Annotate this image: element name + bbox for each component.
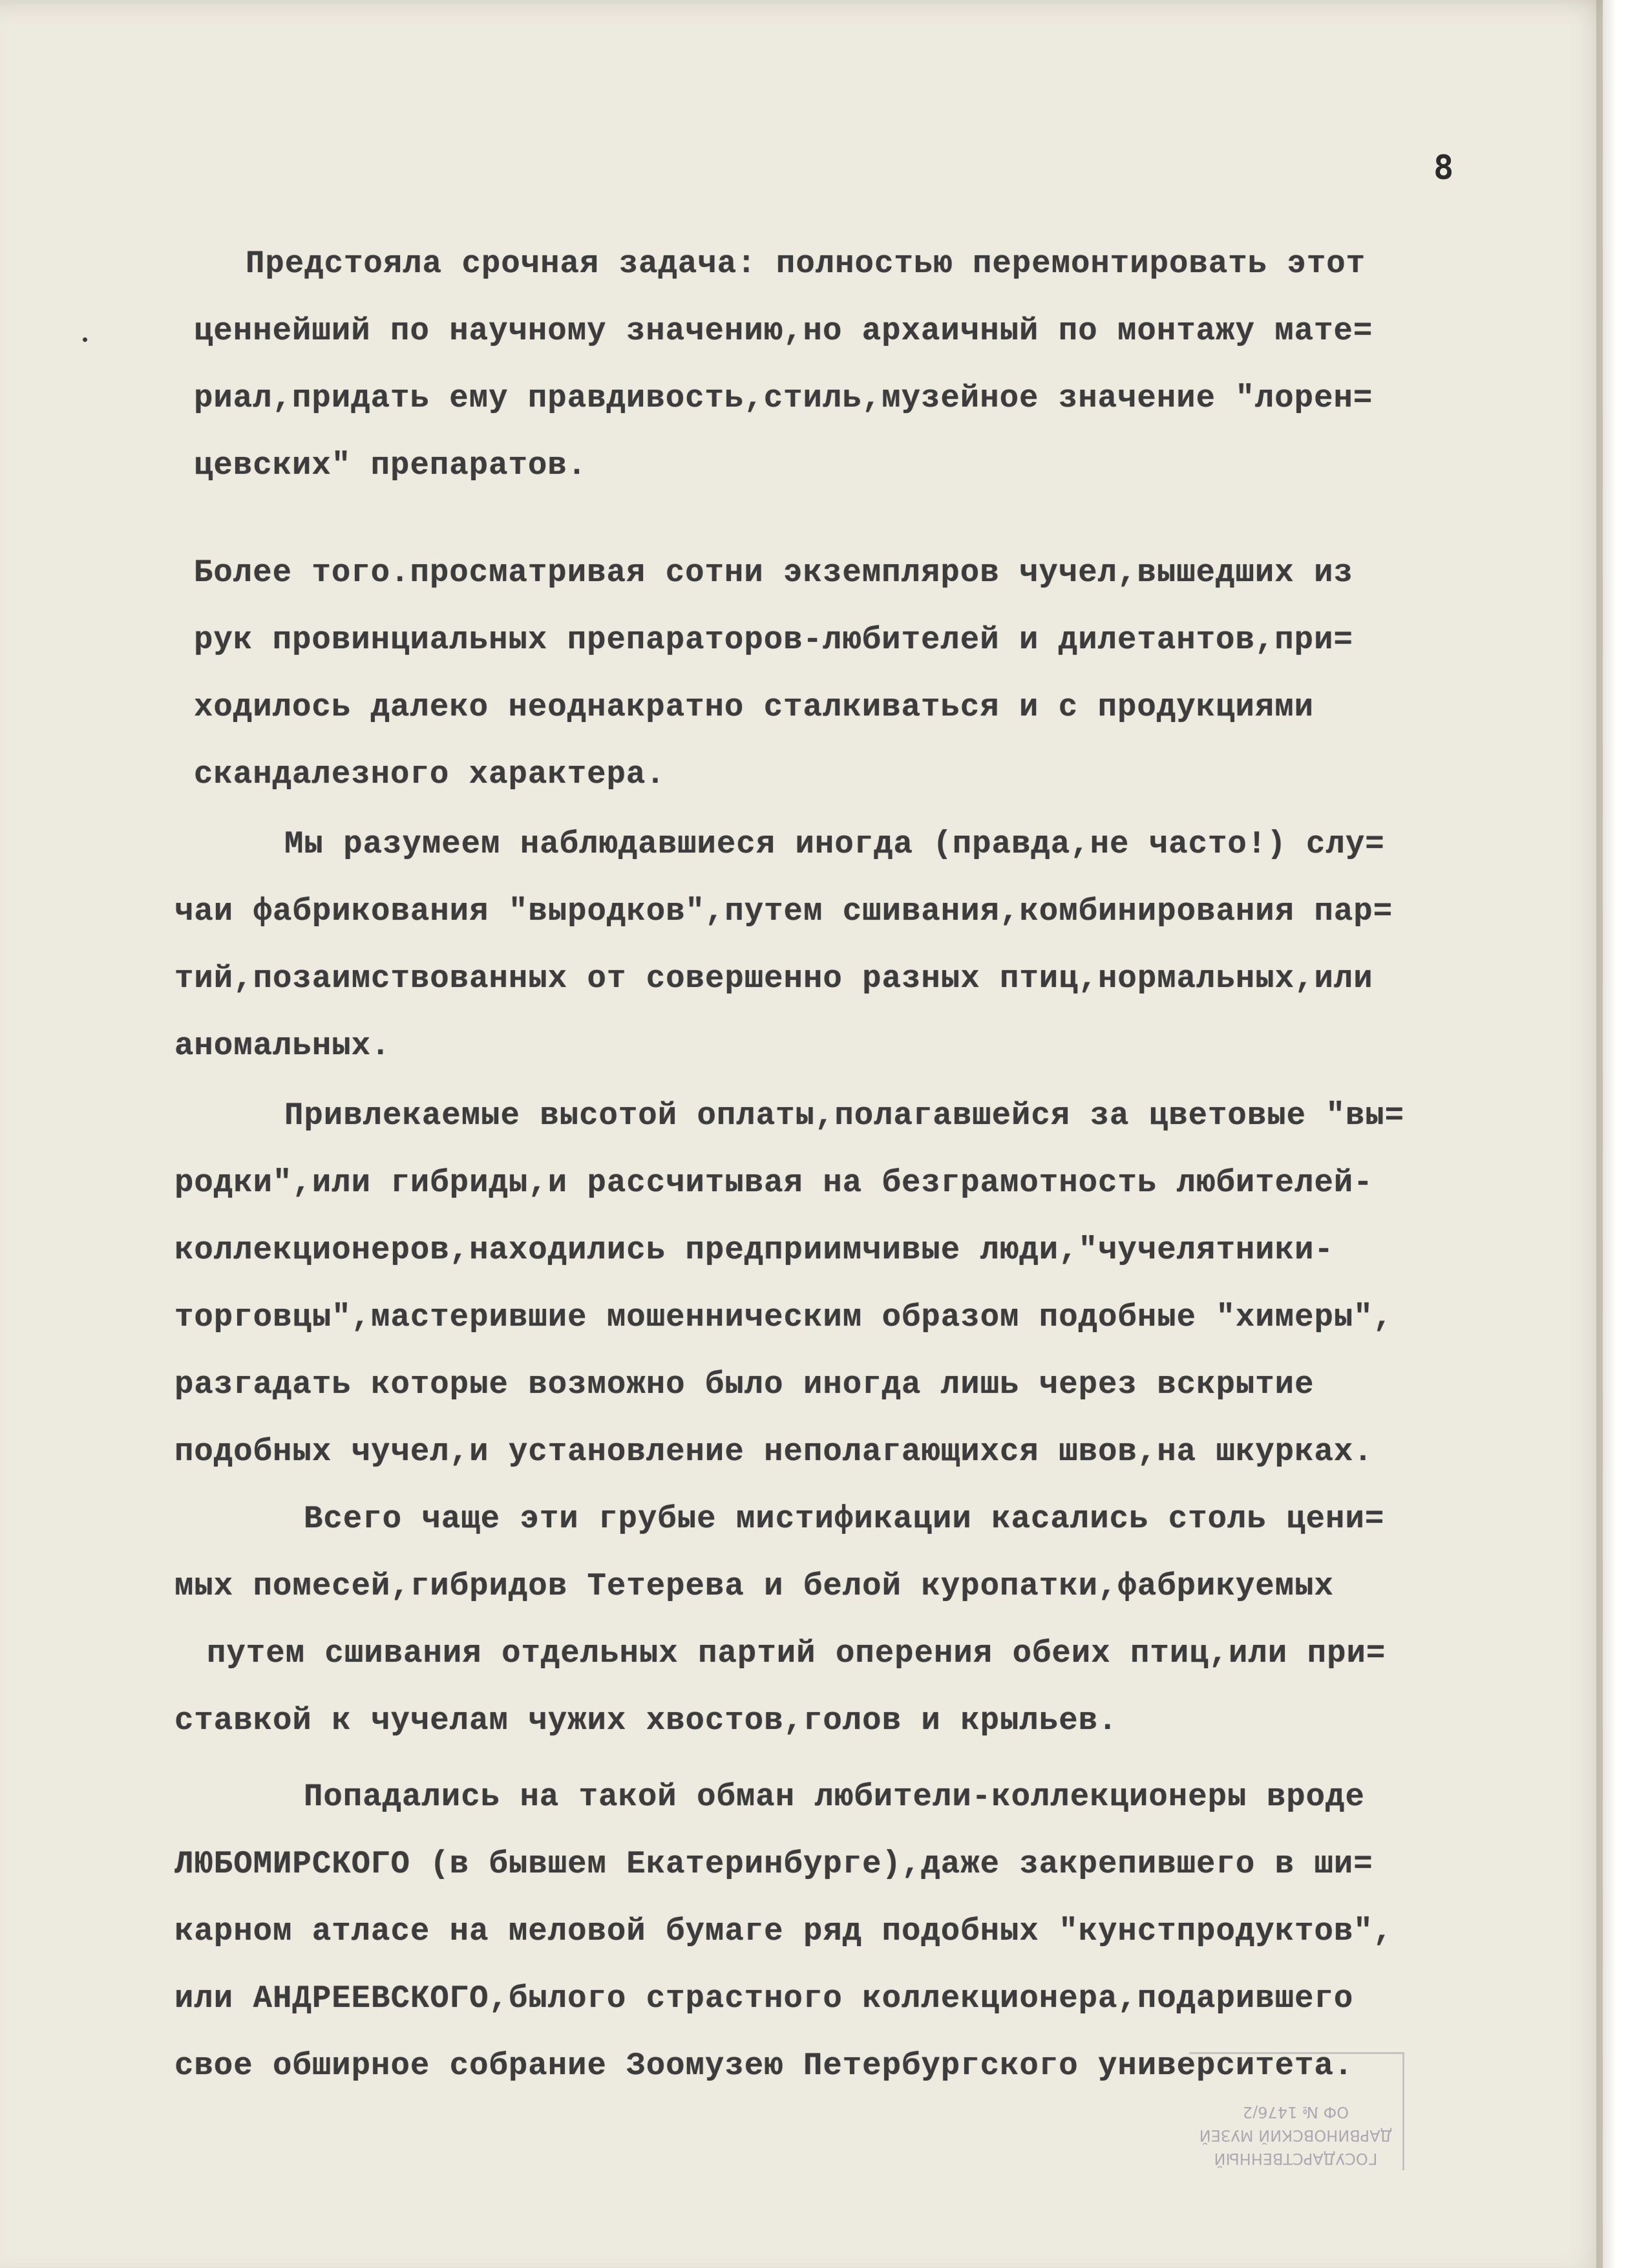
- text-line: Более того.просматривая сотни экземпляров чучел,вышедших из: [194, 555, 1353, 591]
- text-line: или АНДРЕЕВСКОГО,былого страстного коллекционера,подарившего: [174, 1980, 1354, 2017]
- text-line: путем сшивания отдельных партий оперения обеих птиц,или при=: [207, 1635, 1386, 1671]
- text-line: рук провинциальных препараторов-любителей и дилетантов,при=: [194, 622, 1353, 658]
- stamp-line: ГОСУДАРСТВЕННЫЙ: [1214, 2150, 1378, 2168]
- margin-dot-mark: [83, 337, 87, 342]
- stamp-line: ДАРВИНОВСКИЙ МУЗЕЙ: [1199, 2126, 1393, 2145]
- text-line: цевских" препаратов.: [194, 447, 587, 483]
- text-line: Всего чаще эти грубые мистификации касались столь цени=: [304, 1501, 1385, 1537]
- text-line: родки",или гибриды,и рассчитывая на безграмотность любителей-: [174, 1165, 1373, 1201]
- text-line: мых помесей,гибридов Тетерева и белой куропатки,фабрикуемых: [174, 1568, 1334, 1604]
- page-edge-shadow: [1596, 0, 1616, 2268]
- text-line: Попадались на такой обман любители-коллекционеры вроде: [304, 1779, 1365, 1815]
- text-line: Привлекаемые высотой оплаты,полагавшейся за цветовые "вы=: [284, 1097, 1405, 1134]
- stamp-line: ОФ № 1476/2: [1242, 2103, 1349, 2121]
- text-line: ценнейший по научному значению,но архаичный по монтажу мате=: [194, 313, 1373, 349]
- text-line: скандалезного характера.: [194, 756, 666, 792]
- text-line: Мы разумеем наблюдавшиеся иногда (правда,не часто!) слу=: [284, 826, 1385, 862]
- archive-stamp: [1189, 2052, 1404, 2170]
- page-number: 8: [1433, 149, 1454, 187]
- text-line: подобных чучел,и установление неполагающихся швов,на шкурках.: [174, 1434, 1373, 1470]
- text-line: аномальных.: [174, 1028, 391, 1064]
- text-line: свое обширное собрание Зоомузею Петербургского университета.: [174, 2048, 1354, 2084]
- text-line: торговцы",мастерившие мошенническим образом подобные "химеры",: [174, 1299, 1393, 1335]
- text-line: Предстояла срочная задача: полностью перемонтировать этот: [246, 246, 1366, 282]
- text-line: карном атласе на меловой бумаге ряд подобных "кунстпродуктов",: [174, 1913, 1393, 1949]
- text-line: ЛЮБОМИРСКОГО (в бывшем Екатеринбурге),даже закрепившего в ши=: [174, 1846, 1373, 1882]
- text-line: тий,позаимствованных от совершенно разных птиц,нормальных,или: [174, 960, 1373, 997]
- text-line: разгадать которые возможно было иногда лишь через вскрытие: [174, 1366, 1315, 1403]
- text-line: ставкой к чучелам чужих хвостов,голов и крыльев.: [174, 1702, 1118, 1739]
- text-line: коллекционеров,находились предприимчивые люди,"чучелятники-: [174, 1232, 1334, 1268]
- text-line: чаи фабрикования "выродков",путем сшивания,комбинирования пар=: [174, 893, 1393, 929]
- text-line: риал,придать ему правдивость,стиль,музейное значение "лорен=: [194, 380, 1373, 416]
- text-line: ходилось далеко неоднакратно сталкиваться и с продукциями: [194, 689, 1315, 725]
